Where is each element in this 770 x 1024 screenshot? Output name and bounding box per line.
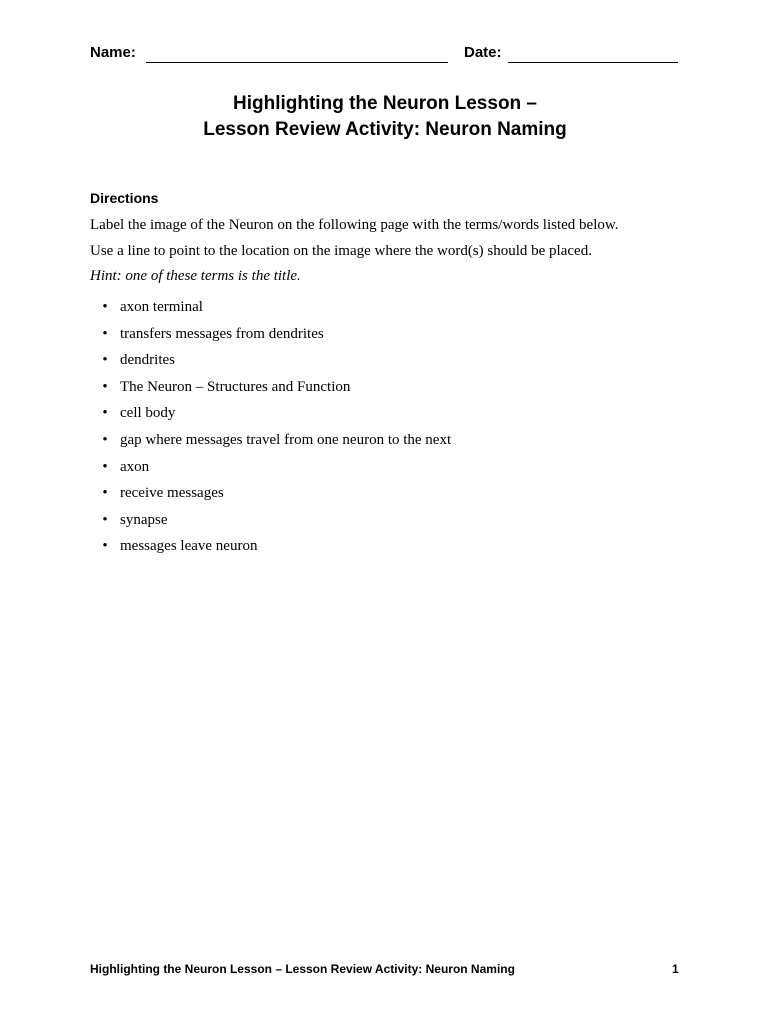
term-text: dendrites <box>120 352 175 369</box>
list-item <box>100 350 451 377</box>
list-item <box>100 510 451 537</box>
footer-page-number: 1 <box>672 962 679 976</box>
list-item <box>100 297 451 324</box>
list-item <box>100 403 451 430</box>
list-item <box>100 536 451 563</box>
term-text: cell body <box>120 405 176 422</box>
bullet-icon: • <box>102 511 108 528</box>
list-item <box>100 430 451 457</box>
directions-line-2: Use a line to point to the location on the image where the word(s) should be placed. <box>90 243 592 259</box>
bullet-icon: • <box>102 325 108 342</box>
term-text: receive messages <box>120 485 224 502</box>
term-text: axon <box>120 458 150 475</box>
list-item <box>100 457 451 484</box>
bullet-icon: • <box>102 538 108 555</box>
directions-line-1: Label the image of the Neuron on the following page with the terms/words listed below. <box>90 217 619 233</box>
bullet-icon: • <box>102 299 108 315</box>
directions-heading: Directions <box>90 190 159 206</box>
bullet-icon: • <box>102 378 108 395</box>
term-text: messages leave neuron <box>120 538 258 555</box>
date-blank-line <box>508 62 678 63</box>
footer-title: Highlighting the Neuron Lesson – Lesson Review Activity: Neuron Naming <box>90 962 515 976</box>
term-text: axon terminal <box>120 299 203 315</box>
terms-list <box>100 297 451 563</box>
directions-hint: Hint: one of these terms is the title. <box>90 268 301 284</box>
list-item <box>100 377 451 404</box>
date-label: Date: <box>464 44 502 61</box>
bullet-icon: • <box>102 405 108 422</box>
name-blank-line <box>146 62 448 63</box>
term-text: transfers messages from dendrites <box>120 325 324 342</box>
header-fields <box>90 44 678 66</box>
term-text: gap where messages travel from one neuron to the next <box>120 431 452 448</box>
page-title-line-2: Lesson Review Activity: Neuron Naming <box>203 119 567 140</box>
bullet-icon: • <box>102 485 108 502</box>
name-label: Name: <box>90 44 136 61</box>
page-title-line-1: Highlighting the Neuron Lesson – <box>233 93 537 114</box>
list-item <box>100 324 451 351</box>
list-item <box>100 483 451 510</box>
bullet-icon: • <box>102 458 108 475</box>
bullet-icon: • <box>102 431 108 448</box>
term-text: The Neuron – Structures and Function <box>120 378 351 395</box>
bullet-icon: • <box>102 352 108 369</box>
term-text: synapse <box>120 511 168 528</box>
